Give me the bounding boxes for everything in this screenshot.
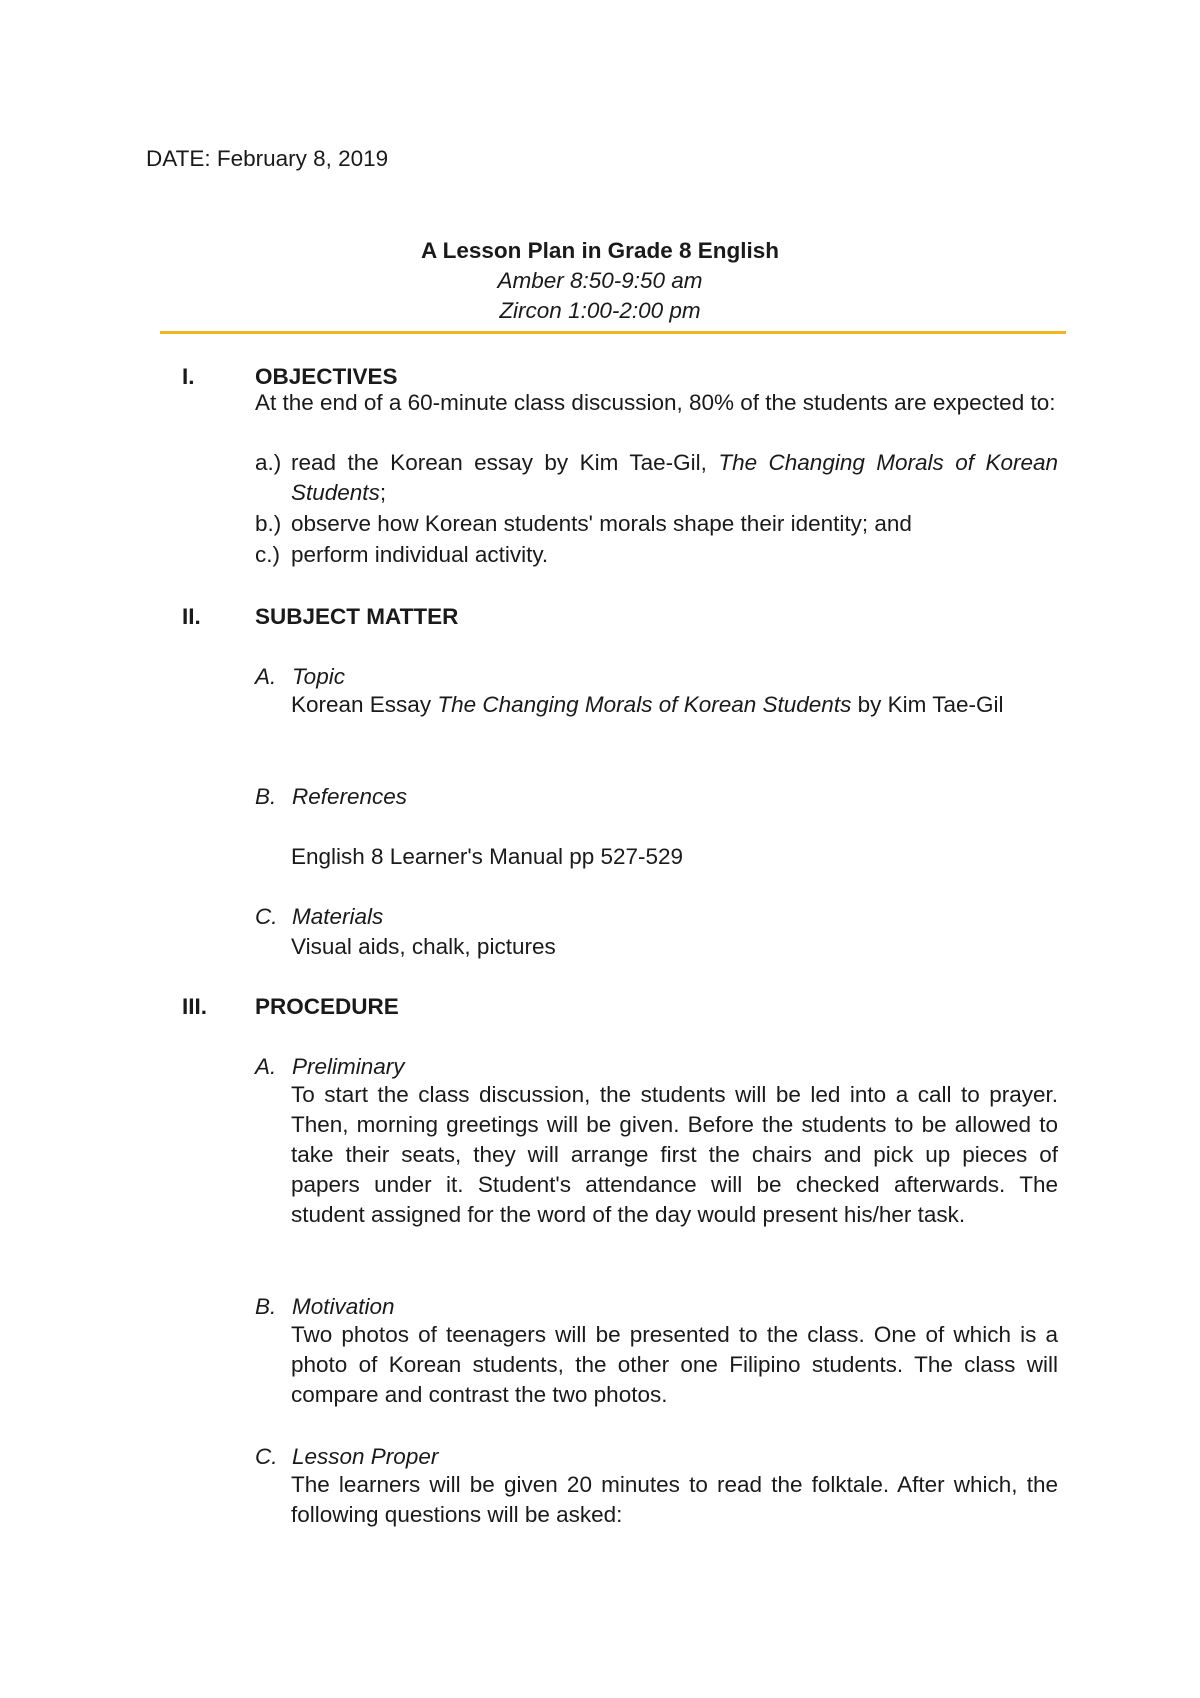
objective-item-text: observe how Korean students' morals shape their identity; and (291, 511, 912, 536)
section-numeral-objectives: I. (182, 364, 195, 389)
topic-text: Korean Essay The Changing Morals of Korean Students by Kim Tae-Gil (291, 692, 1004, 717)
objective-item (255, 448, 1058, 508)
objective-item-text: perform individual activity. (291, 542, 549, 567)
references-text: English 8 Learner's Manual pp 527-529 (291, 844, 684, 869)
subsection-label-lesson-proper: C. Lesson Proper (255, 1444, 439, 1469)
section-heading-subject-matter: SUBJECT MATTER (255, 604, 459, 629)
objective-item-label: a.) (255, 450, 282, 475)
motivation-text: Two photos of teenagers will be presented to the class. One of which is a photo of Korean students, the other one Filipino students. The class will compare and contrast the two photos. (291, 1322, 1058, 1407)
subsection-label-topic: A. Topic (255, 664, 345, 689)
section-numeral-procedure: III. (182, 994, 208, 1019)
subsection-label-preliminary: A. Preliminary (255, 1054, 405, 1079)
section-heading-procedure: PROCEDURE (255, 994, 399, 1019)
title-divider (160, 331, 1066, 334)
subsection-label-materials: C. Materials (255, 904, 384, 929)
date-line: DATE: February 8, 2019 (146, 146, 389, 171)
objectives-intro: At the end of a 60-minute class discussion, 80% of the students are expected to: (255, 390, 1056, 415)
materials-text: Visual aids, chalk, pictures (291, 934, 556, 959)
preliminary-text: To start the class discussion, the students will be led into a call to prayer. Then, morning greetings will be given. Before the students to be allowed to take their seats, they will arrange first the chairs and pick up pieces of papers under it. Student's attendance will be checked afterwards. The student assigned for the word of the day would present his/her task. (291, 1082, 1058, 1227)
section-heading-objectives: OBJECTIVES (255, 364, 398, 389)
essay-title: The Changing Morals of Korean Students (437, 692, 852, 717)
subsection-label-motivation: B. Motivation (255, 1294, 395, 1319)
objective-item (255, 540, 1058, 570)
essay-title: The Changing Morals of Korean Students (291, 450, 1058, 505)
document-title: A Lesson Plan in Grade 8 English (420, 238, 779, 263)
objective-item-text: read the Korean essay by Kim Tae-Gil, The Changing Morals of Korean Students; (291, 450, 1058, 505)
section-numeral-subject-matter: II. (182, 604, 201, 629)
subsection-label-references: B. References (255, 784, 408, 809)
schedule-amber: Amber 8:50-9:50 am (497, 268, 703, 293)
schedule-zircon: Zircon 1:00-2:00 pm (499, 298, 701, 323)
objective-item (255, 509, 1058, 539)
objective-item-label: c.) (255, 542, 280, 567)
objective-item-label: b.) (255, 511, 282, 536)
lesson-proper-text: The learners will be given 20 minutes to read the folktale. After which, the following questions will be asked: (291, 1472, 1058, 1527)
